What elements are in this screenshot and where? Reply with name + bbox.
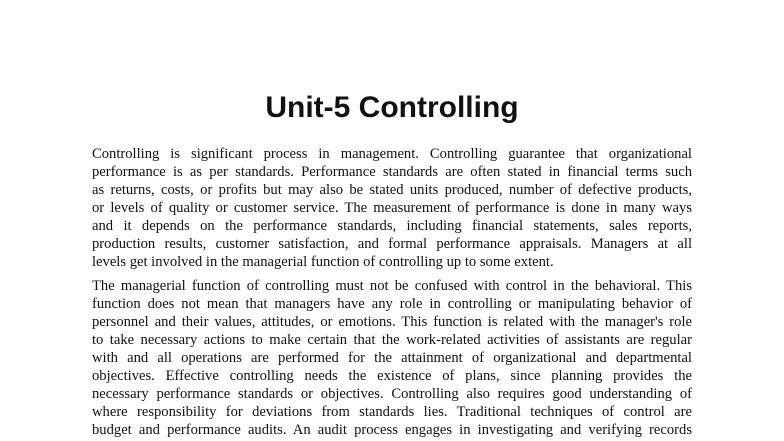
paragraph-line: personnel and their values, attitudes, or emotions. This function is related with the manager's role (92, 314, 692, 331)
paragraph-1 (92, 145, 692, 271)
paragraph-line: to take necessary actions to make certain that the work-related activities of assistants are regular (92, 332, 692, 349)
paragraph-line: production results, customer satisfaction, and formal performance appraisals. Managers at all (92, 236, 692, 253)
paragraph-line: Controlling is significant process in management. Controlling guarantee that organizational (92, 146, 692, 162)
paragraph-line: where responsibility for deviations from standards lies. Traditional techniques of control are (92, 404, 692, 421)
paragraph-line: performance is as per standards. Performance standards are often stated in financial terms such (92, 164, 692, 181)
paragraph-line: budget and performance audits. An audit process engages in investigating and verifying records (92, 422, 692, 439)
paragraph-line: objectives. Effective controlling needs the existence of plans, since planning provides the (92, 368, 692, 385)
paragraph-line: as returns, costs, or profits but may also be stated units produced, number of defective products, (92, 182, 692, 199)
paragraph-line: levels get involved in the managerial function of controlling up to some extent. (92, 254, 554, 271)
paragraph-line: and it depends on the performance standards, including financial statements, sales reports, (92, 218, 692, 235)
paragraph-line: or levels of quality or customer service. The measurement of performance is done in many ways (92, 200, 692, 217)
paragraph-line: with and all operations are performed for the attainment of organizational and departmental (92, 350, 692, 367)
paragraph-line: necessary performance standards or objectives. Controlling also requires good understanding of (92, 386, 692, 403)
paragraph-line: The managerial function of controlling must not be confused with control in the behavioral. This (92, 278, 692, 294)
page-title: Unit-5 Controlling (265, 91, 519, 124)
paragraph-2 (92, 277, 692, 439)
paragraph-line: function does not mean that managers have any role in controlling or manipulating behavior of (92, 296, 692, 313)
